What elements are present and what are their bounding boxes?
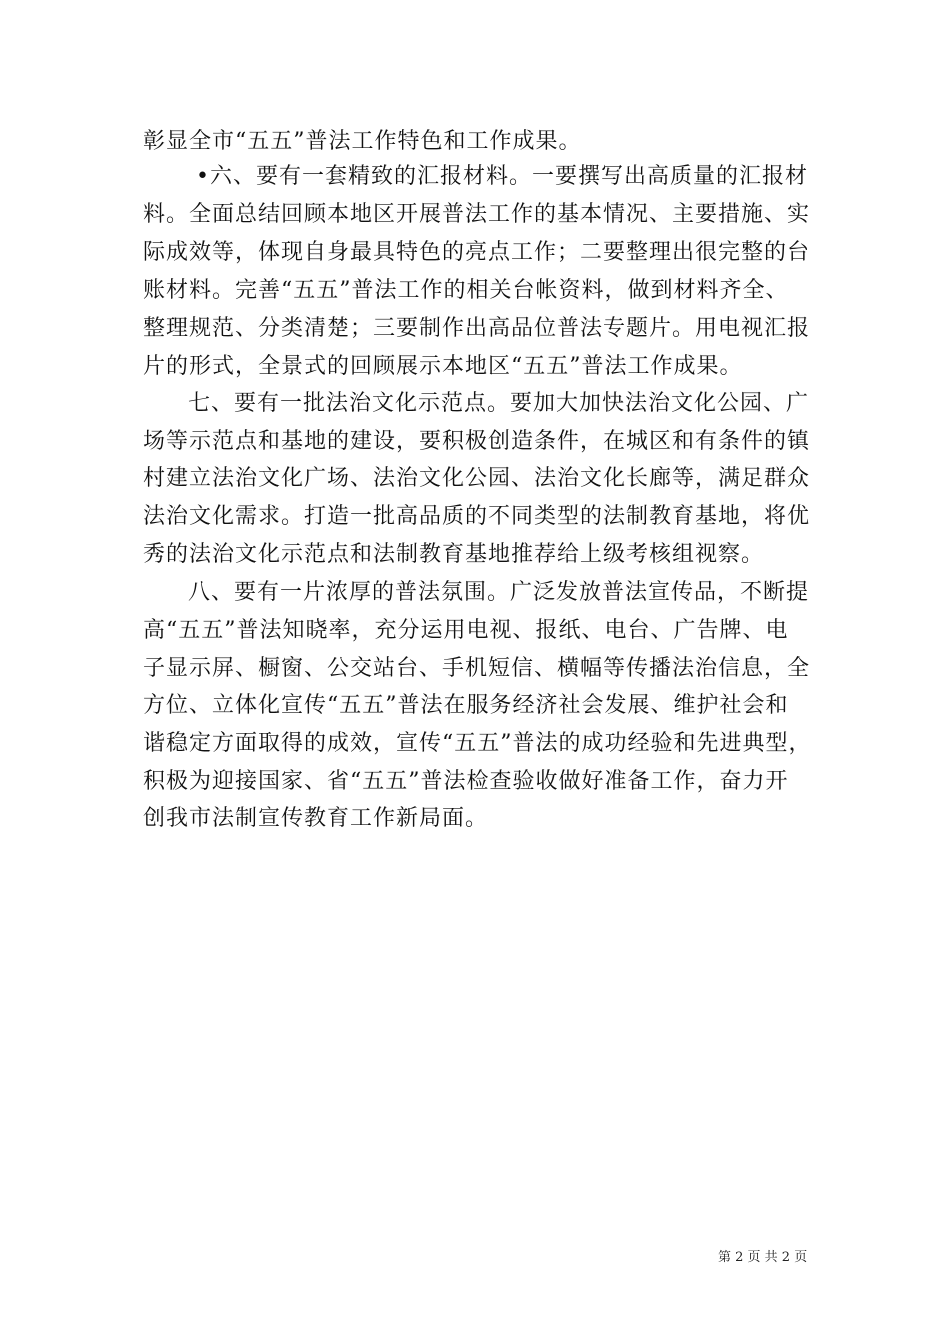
text-line: 料。全面总结回顾本地区开展普法工作的基本情况、主要措施、实 — [143, 202, 811, 227]
text-line: •六、要有一套精致的汇报材料。一要撰写出高质量的汇报材 — [196, 164, 808, 189]
text-line: 彰显全市“五五”普法工作特色和工作成果。 — [143, 129, 582, 154]
text-line: 村建立法治文化广场、法治文化公园、法治文化长廊等，满足群众 — [143, 466, 811, 491]
text-line: 法治文化需求。打造一批高品质的不同类型的法制教育基地，将优 — [143, 504, 811, 529]
text-line: 方位、立体化宣传“五五”普法在服务经济社会发展、维护社会和 — [143, 693, 789, 718]
text-line: 整理规范、分类清楚；三要制作出高品位普法专题片。用电视汇报 — [143, 316, 811, 341]
text-line: 八、要有一片浓厚的普法氛围。广泛发放普法宣传品，不断提 — [188, 580, 810, 605]
text-line: 账材料。完善“五五”普法工作的相关台帐资料，做到材料齐全、 — [143, 278, 789, 303]
text-line: 场等示范点和基地的建设，要积极创造条件，在城区和有条件的镇 — [143, 429, 811, 454]
text-line: 子显示屏、橱窗、公交站台、手机短信、横幅等传播法治信息，全 — [143, 656, 811, 681]
text-line: 创我市法制宣传教育工作新局面。 — [143, 806, 489, 831]
text-line: 积极为迎接国家、省“五五”普法检查验收做好准备工作，奋力开 — [143, 769, 789, 794]
text-line: 秀的法治文化示范点和法制教育基地推荐给上级考核组视察。 — [143, 542, 765, 567]
text-line: 谐稳定方面取得的成效，宣传“五五”普法的成功经验和先进典型， — [143, 731, 812, 756]
text-line: 高“五五”普法知晓率，充分运用电视、报纸、电台、广告牌、电 — [143, 618, 789, 643]
page-number: 第 2 页 共 2 页 — [718, 1250, 808, 1265]
text-line: 际成效等，体现自身最具特色的亮点工作；二要整理出很完整的台 — [143, 240, 811, 265]
text-line: 片的形式，全景式的回顾展示本地区“五五”普法工作成果。 — [143, 354, 743, 379]
text-line: 七、要有一批法治文化示范点。要加大加快法治文化公园、广 — [188, 391, 810, 416]
